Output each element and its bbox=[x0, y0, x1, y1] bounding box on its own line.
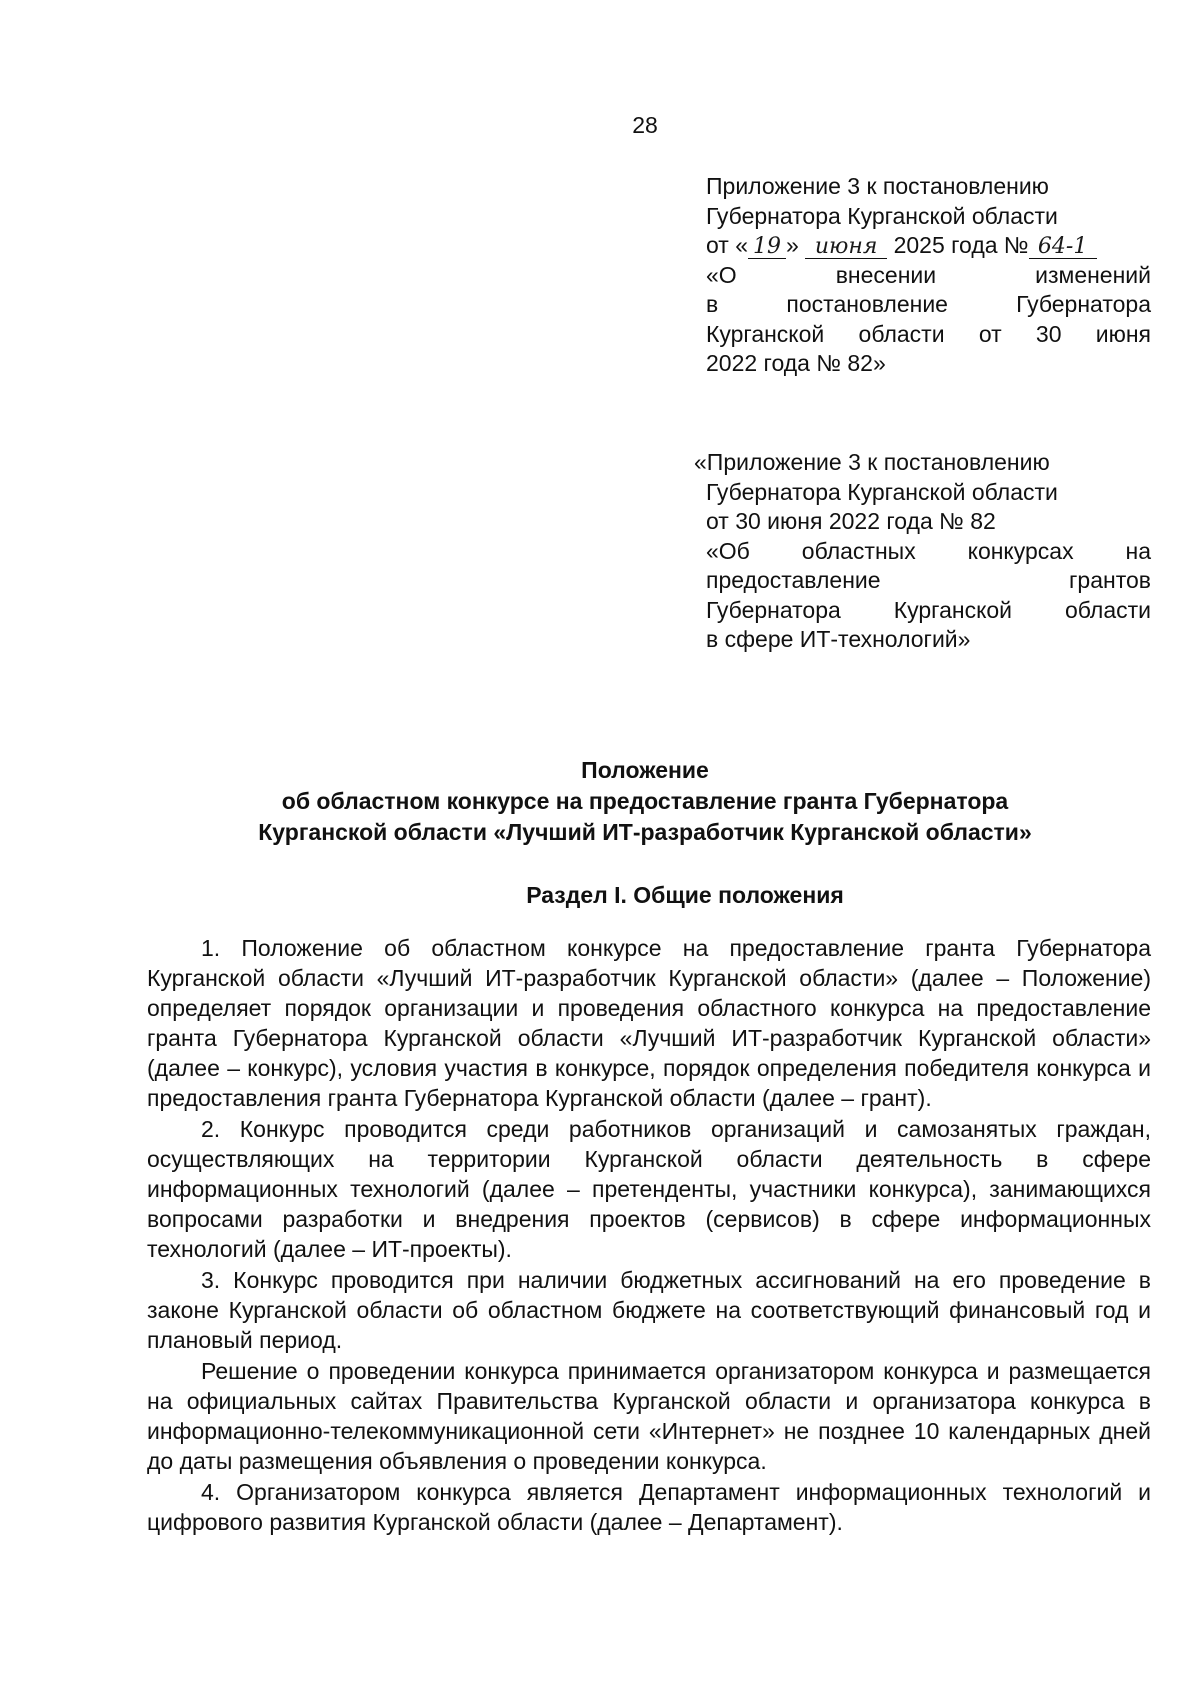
appendix-title-line: 2022 года № 82» bbox=[706, 350, 886, 376]
original-header-line: «Об областных конкурсах на bbox=[706, 537, 1151, 564]
original-header-line: Губернатора Курганской области bbox=[706, 478, 1058, 505]
paragraph: 4. Организатором конкурса является Департамент информационных технологий и цифрового развития Курганской области (далее – Департамент). bbox=[147, 1479, 1151, 1535]
original-header-line: «Приложение 3 к постановлению bbox=[694, 449, 1050, 475]
appendix-title-line: «О внесении изменений bbox=[706, 261, 1151, 288]
date-mid: » bbox=[786, 232, 799, 258]
paragraph: Решение о проведении конкурса принимается организатором конкурса и размещается на официальных сайтах Правительства Курганской области и организатора конкурса в информационно-телекоммуникационной сети «Интернет» не позднее 10 календарных дней до даты размещения объявления о проведении конкурса. bbox=[147, 1358, 1151, 1474]
handwritten-doc-number: 64-1 bbox=[1029, 236, 1097, 259]
section-heading: Раздел I. Общие положения bbox=[526, 882, 844, 908]
original-header-line: предоставление грантов bbox=[706, 567, 1151, 593]
appendix-title-line: Курганской области от 30 июня bbox=[706, 320, 1151, 347]
document-title-line: Курганской области «Лучший ИТ-разработчик Курганской области» bbox=[258, 819, 1032, 845]
date-prefix: от « bbox=[706, 232, 749, 258]
original-appendix-header bbox=[694, 448, 1151, 655]
paragraph: 1. Положение об областном конкурсе на предоставление гранта Губернатора Курганской области «Лучший ИТ-разработчик Курганской области» (далее – Положение) определяет порядок организации и проведения областного конкурса на предоставление гранта Губернатора Курганской области «Лучший ИТ-разработчик Курганской области» (далее – конкурс), условия участия в конкурсе, порядок определения победителя конкурса и предоставления гранта Губернатора Курганской области (далее – грант). bbox=[147, 935, 1151, 1111]
appendix-header bbox=[706, 172, 1151, 379]
appendix-title-line: в постановление Губернатора bbox=[706, 291, 1151, 317]
handwritten-month: июня bbox=[805, 236, 887, 259]
document-title bbox=[0, 755, 1200, 848]
original-header-line: в сфере ИТ-технологий» bbox=[706, 626, 971, 652]
original-header-line: Губернатора Курганской области bbox=[706, 596, 1151, 623]
document-title-line: об областном конкурсе на предоставление гранта Губернатора bbox=[281, 788, 1009, 814]
paragraph: 2. Конкурс проводится среди работников организаций и самозанятых граждан, осуществляющих на территории Курганской области деятельность в сфере информационных технологий (далее – претенденты, участники конкурса), занимающихся вопросами разработки и внедрения проектов (сервисов) в сфере информационных технологий (далее – ИТ-проекты). bbox=[147, 1116, 1151, 1262]
document-body bbox=[147, 933, 1151, 1537]
appendix-date-line bbox=[706, 231, 1151, 261]
document-title-line: Положение bbox=[581, 757, 709, 783]
paragraph: 3. Конкурс проводится при наличии бюджетных ассигнований на его проведение в законе Курганской области об областном бюджете на соответствующий финансовый год и плановый период. bbox=[147, 1267, 1151, 1353]
appendix-header-line: Приложение 3 к постановлению bbox=[706, 173, 1049, 199]
appendix-header-line: Губернатора Курганской области bbox=[706, 202, 1058, 229]
original-header-line: от 30 июня 2022 года № 82 bbox=[706, 508, 996, 534]
handwritten-day: 19 bbox=[748, 236, 786, 259]
date-year: 2025 года № bbox=[893, 232, 1029, 258]
page-number: 28 bbox=[632, 112, 658, 138]
